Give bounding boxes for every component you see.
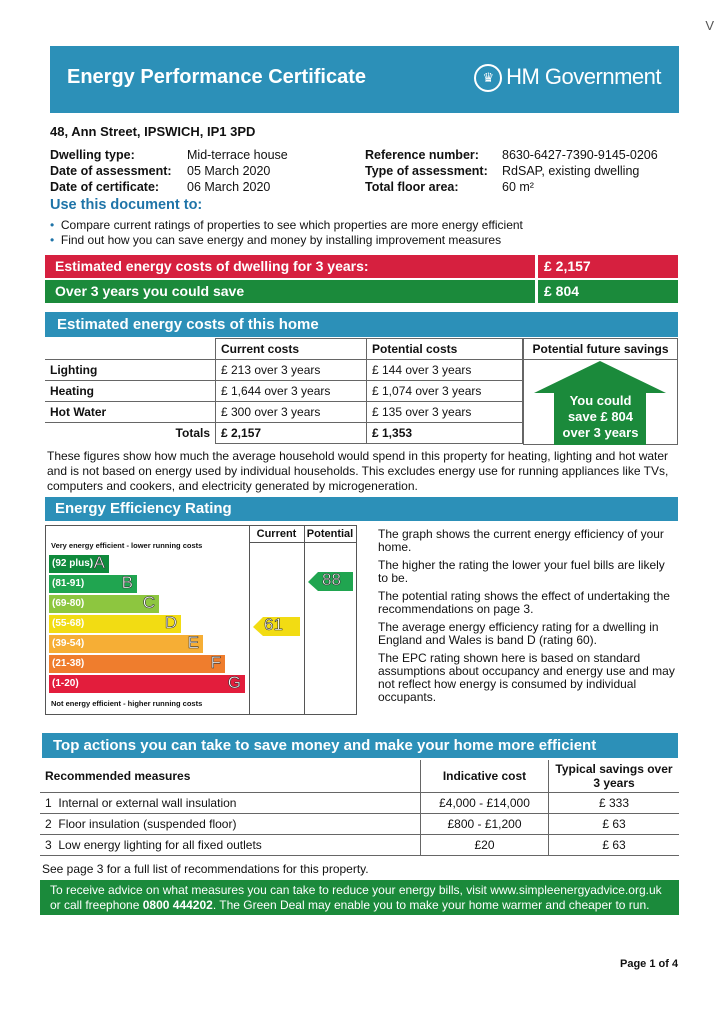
detail-value: Mid-terrace house — [187, 148, 288, 162]
details-right — [365, 147, 658, 195]
column-divider — [249, 526, 250, 714]
efficiency-paragraph: The EPC rating shown here is based on standard assumptions about occupancy and energy use and may not reflect how energy is consumed by individual occupants. — [378, 651, 675, 704]
efficiency-chart — [45, 525, 357, 715]
save-label: Over 3 years you could save — [55, 283, 245, 299]
table-cell — [40, 793, 421, 814]
row-label: Heating — [45, 381, 216, 402]
table-cell — [45, 339, 216, 360]
save-value: £ 804 — [544, 283, 580, 299]
table-cell: £4,000 - £14,000 — [421, 793, 549, 814]
estimated-cost-value-box — [538, 255, 678, 278]
table-cell: £ 1,644 over 3 years — [216, 381, 367, 402]
band-letter: E — [187, 633, 199, 652]
detail-value: 8630-6427-7390-9145-0206 — [502, 148, 658, 162]
row-label: Lighting — [45, 360, 216, 381]
band-range: (92 plus) — [52, 558, 94, 569]
band-range: (1-20) — [52, 678, 79, 689]
actions-section-title: Top actions you can take to save money and make your home more efficient — [42, 733, 678, 758]
detail-label: Reference number: — [365, 148, 479, 162]
use-doc-list — [50, 218, 523, 248]
detail-value: 05 March 2020 — [187, 164, 271, 178]
detail-value: 60 m² — [502, 180, 534, 194]
rating-band-d — [49, 615, 181, 633]
efficiency-paragraph: The higher the rating the lower your fuel bills are likely to be. — [378, 558, 665, 585]
costs-table — [45, 338, 523, 444]
row-number: 1 — [45, 796, 52, 810]
potential-column-header: Potential — [304, 526, 356, 543]
page-title: Energy Performance Certificate — [67, 66, 367, 88]
savings-badge — [524, 393, 677, 441]
table-row — [45, 402, 523, 423]
government-logo — [474, 64, 661, 92]
savings-badge-line: over 3 years — [562, 425, 639, 440]
savings-badge-line: You could — [569, 393, 632, 408]
table-cell — [40, 814, 421, 835]
bullet-icon: • — [50, 233, 55, 247]
detail-value: RdSAP, existing dwelling — [502, 164, 640, 178]
efficiency-paragraph: The average energy efficiency rating for a dwelling in England and Wales is band D (rating 60). — [378, 620, 659, 647]
table-header: Recommended measures — [40, 760, 421, 793]
table-header: Indicative cost — [421, 760, 549, 793]
efficiency-paragraph: The graph shows the current energy efficiency of your home. — [378, 527, 664, 554]
table-cell: £ 135 over 3 years — [367, 402, 523, 423]
band-range: (69-80) — [52, 598, 85, 609]
estimated-cost-value: £ 2,157 — [544, 258, 591, 274]
detail-value: 06 March 2020 — [187, 180, 271, 194]
top-note: Very energy efficient - lower running costs — [51, 541, 203, 550]
header-banner — [50, 46, 679, 113]
current-column-header: Current — [249, 526, 304, 543]
estimated-cost-bar — [45, 255, 535, 278]
table-cell: £ 63 — [549, 835, 680, 856]
band-letter: F — [210, 653, 221, 672]
table-cell: £ 1,074 over 3 years — [367, 381, 523, 402]
rating-band-b — [49, 575, 137, 593]
advice-phone: 0800 444202 — [142, 898, 213, 912]
detail-label: Type of assessment: — [365, 164, 488, 178]
costs-section-title: Estimated energy costs of this home — [45, 312, 678, 337]
band-range: (55-68) — [52, 618, 85, 629]
crest-icon: ♛ — [474, 64, 502, 92]
table-row — [45, 360, 523, 381]
detail-label: Date of assessment: — [50, 164, 172, 178]
table-cell: £ 2,157 — [216, 423, 367, 444]
bottom-note: Not energy efficient - higher running costs — [51, 699, 203, 708]
column-divider — [304, 526, 305, 714]
rating-band-f — [49, 655, 225, 673]
detail-label: Date of certificate: — [50, 180, 160, 194]
list-item: Find out how you can save energy and money by installing improvement measures — [60, 233, 502, 247]
detail-label: Dwelling type: — [50, 148, 135, 162]
band-letter: C — [142, 593, 155, 612]
government-name: HM Government — [506, 64, 661, 89]
table-row — [45, 381, 523, 402]
table-header-row — [45, 339, 523, 360]
rating-band-c — [49, 595, 159, 613]
rating-band-e — [49, 635, 203, 653]
detail-label: Total floor area: — [365, 180, 459, 194]
list-item: Compare current ratings of properties to see which properties are more energy efficient — [60, 218, 523, 232]
efficiency-paragraph: The potential rating shows the effect of undertaking the recommendations on page 3. — [378, 589, 670, 616]
advice-text: . The Green Deal may enable you to make your home warmer and cheaper to run. — [212, 898, 650, 912]
table-row — [40, 814, 679, 835]
bullet-icon: • — [50, 218, 55, 232]
details-left — [50, 147, 288, 195]
table-header: Current costs — [216, 339, 367, 360]
see-page-note: See page 3 for a full list of recommendations for this property. — [42, 862, 369, 876]
table-cell — [40, 835, 421, 856]
costs-note: These figures show how much the average household would spend in this property for heating, lighting and hot water and is not based on energy used by individual households. This excludes energy use for running appliances like TVs, computers and cookers, and electricity generated by microgeneration. — [47, 449, 669, 493]
future-savings-column — [523, 338, 678, 445]
page-number: Page 1 of 4 — [620, 958, 679, 970]
corner-mark: V — [705, 18, 714, 33]
row-number: 3 — [45, 838, 52, 852]
band-range: (39-54) — [52, 638, 85, 649]
table-cell: £800 - £1,200 — [421, 814, 549, 835]
band-letter: A — [93, 553, 105, 572]
band-letter: G — [227, 673, 241, 692]
table-header: Typical savings over 3 years — [549, 760, 680, 793]
measure-name: Internal or external wall insulation — [58, 796, 237, 810]
savings-badge-line: save £ 804 — [567, 409, 634, 424]
save-bar — [45, 280, 535, 303]
efficiency-section-title: Energy Efficiency Rating — [45, 497, 678, 521]
row-number: 2 — [45, 817, 52, 831]
band-letter: D — [164, 613, 177, 632]
advice-text: To receive advice on what measures you can take to reduce your energy bills, visit www.simpleenergyadvice.org.uk or call freephone — [50, 883, 662, 912]
band-letter: B — [121, 573, 133, 592]
row-label: Hot Water — [45, 402, 216, 423]
rating-band-g — [49, 675, 245, 693]
table-cell: £ 63 — [549, 814, 680, 835]
table-row — [40, 793, 679, 814]
totals-row — [45, 423, 523, 444]
efficiency-notes — [378, 528, 678, 704]
table-header: Potential costs — [367, 339, 523, 360]
table-cell: £ 144 over 3 years — [367, 360, 523, 381]
band-range: (21-38) — [52, 658, 85, 669]
current-rating-value: 61 — [264, 615, 283, 634]
actions-table — [40, 760, 679, 856]
band-range: (81-91) — [52, 578, 85, 589]
table-cell: £20 — [421, 835, 549, 856]
measure-name: Low energy lighting for all fixed outlets — [58, 838, 262, 852]
save-value-box — [538, 280, 678, 303]
table-header: Potential future savings — [524, 339, 677, 360]
potential-rating-value: 88 — [322, 570, 341, 589]
measure-name: Floor insulation (suspended floor) — [58, 817, 237, 831]
table-cell: £ 213 over 3 years — [216, 360, 367, 381]
table-cell: £ 333 — [549, 793, 680, 814]
advice-box — [40, 880, 679, 915]
table-cell: £ 1,353 — [367, 423, 523, 444]
estimated-cost-label: Estimated energy costs of dwelling for 3 years: — [55, 258, 369, 274]
totals-label: Totals — [45, 423, 216, 444]
table-row — [40, 835, 679, 856]
rating-band-a — [49, 555, 109, 573]
table-cell: £ 300 over 3 years — [216, 402, 367, 423]
use-doc-heading: Use this document to: — [50, 197, 203, 213]
table-header-row — [40, 760, 679, 793]
address: 48, Ann Street, IPSWICH, IP1 3PD — [50, 124, 256, 139]
